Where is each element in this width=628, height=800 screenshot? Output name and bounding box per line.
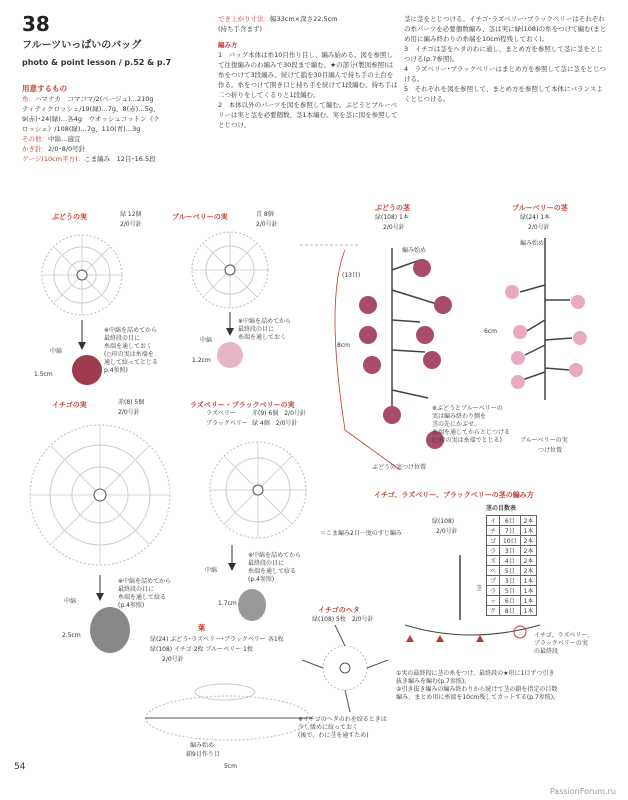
strawberry-note-3: 糸端を通して絞る <box>118 594 167 601</box>
calyx-notes <box>298 716 387 740</box>
stem-table-cell-label: イ <box>487 516 500 526</box>
stem-table-cell-n: 7目 <box>500 526 521 536</box>
stem-table <box>486 515 537 616</box>
blueberry-stem-yarn: 緑(24) 1本 <box>520 214 551 221</box>
raspberry-note-2: 最終段の目に <box>248 560 285 567</box>
grape-notes <box>104 327 158 375</box>
stem-table-cell-label: ッ <box>487 596 500 606</box>
hook-value: 2/0･8/0号針 <box>48 145 86 153</box>
grape-ball <box>72 355 102 385</box>
size-handle: (持ち手含まず) <box>218 25 263 33</box>
strawberry-cotton: 中綿 <box>64 598 77 605</box>
strawberry-hook: 2/0号針 <box>118 409 140 416</box>
stem-table-row <box>487 606 537 616</box>
raspberry-title: ラズベリー・ブラックベリーの実 <box>190 401 295 409</box>
stem-table-cell-n: 10目 <box>500 536 521 546</box>
grape-title: ぶどうの実 <box>52 213 87 221</box>
berry-stem-note-2: 抜き編みを編む(p.7参照)。 <box>396 678 471 685</box>
method-step-5: 5 それぞれを図を参照して、まとめ方を参照して本体にバランスよくとじつける。 <box>404 85 603 103</box>
blueberry-stem-title: ブルーベリーの茎 <box>512 204 568 212</box>
strawberry-chart <box>30 425 170 565</box>
berry-stem-note-1: ①実の最終段に茎の糸をつけ、最終段の★印に1目ずつ引き <box>396 670 555 677</box>
materials-heading: 用意するもの <box>22 84 67 93</box>
leaf-title: 葉 <box>198 624 205 632</box>
strawberry-title: イチゴの実 <box>52 401 87 409</box>
raspberry-cotton: 中綿 <box>205 567 218 574</box>
blueberry-chart <box>192 232 268 308</box>
stem-table-row <box>487 516 537 526</box>
berry-stem-notes <box>396 670 621 702</box>
raspberry-size: 1.7cm <box>218 600 237 607</box>
pattern-title: フルーツいっぱいのバッグ <box>22 40 142 51</box>
stem-table-cell-label: ク <box>487 606 500 616</box>
yarn-line-1: ハマナカ コマコマ/2(ベージュ)…210g <box>35 95 154 103</box>
yarn-label: 糸： <box>22 95 35 103</box>
blueberry-stem-hook: 2/0号針 <box>528 224 550 231</box>
grape-yarn: 緑 12個 <box>120 211 142 218</box>
blueberry-stem-attach-2: つけ位置 <box>538 447 563 454</box>
raspberry-note-1: ※中綿を詰めてから <box>248 552 302 559</box>
stem-table-row <box>487 586 537 596</box>
raspberry-note-3: 糸端を通して絞る <box>248 568 297 575</box>
strawberry-notes <box>118 578 171 610</box>
blueberry-stem-length: 6cm <box>484 328 497 335</box>
raspberry-spec: 赤(9) 6個 2/0号針 <box>252 410 306 417</box>
grape-stem-length: 8cm <box>337 342 350 349</box>
stem-table-cell-label: ラ <box>487 586 500 596</box>
berry-stem-legend: ＝こま編み2目一度のすじ編み <box>320 530 402 537</box>
stem-table-cell-k: 2本 <box>520 516 537 526</box>
grape-stem-note-4: 糸端を通してからとじつける <box>432 429 511 436</box>
grape-cotton: 中綿 <box>50 348 63 355</box>
method-step-2: 2 本体以外のパーツを図を参照して編む。ぶどうとブルーベリーは実と茎を必要個数、茎1本編む。実を茎に図を参照してとじつけ、 <box>218 101 398 129</box>
stem-table-cell-k: 1本 <box>520 586 537 596</box>
grape-hook: 2/0号針 <box>120 221 142 228</box>
stem-table-cell-n: 6目 <box>500 516 521 526</box>
grape-chart <box>42 235 122 315</box>
grape-stem-note-2: 実は編み終わり側を <box>432 413 487 420</box>
raspberry-note-4: (p.4参照) <box>248 576 275 583</box>
blueberry-stem-start: 編み始め <box>520 240 545 247</box>
berry-stem-title: イチゴ、ラズベリー、ブラックベリーの茎の編み方 <box>374 491 534 499</box>
stem-table-cell-k: 1本 <box>520 526 537 536</box>
grape-note-6: p.4参照) <box>104 367 128 374</box>
grape-stem-hook: 2/0号針 <box>383 224 405 231</box>
stem-table-cell-k: 1本 <box>520 606 537 616</box>
grape-stem-note-1: ※ぶどうとブルーベリーの <box>432 405 503 412</box>
stem-table-row <box>487 576 537 586</box>
method-step-4: 4 ラズベリー･ブラックベリーはまとめ方を参照して茎に茎をとじつける。 <box>404 65 607 83</box>
size-label: でき上がり寸法： <box>218 15 270 23</box>
size-value: 幅33cm×深さ22.5cm <box>270 15 338 23</box>
blueberry-stem-attach-1: ブルーベリーの実 <box>520 437 568 444</box>
blueberry-note-1: ※中綿を詰めてから <box>238 318 292 325</box>
stem-table-cell-n: 8目 <box>500 606 521 616</box>
leaf-line-2: 緑(108) イチゴ 2枚 ブルーベリー 1枚 <box>150 646 253 653</box>
page-number: 54 <box>14 762 26 772</box>
grape-note-1: ※中綿を詰めてから <box>104 327 158 334</box>
grape-stem-notes <box>432 405 510 445</box>
blueberry-ball <box>217 342 243 368</box>
calyx-note-1: ※イチゴのヘタのわを絞るときは <box>298 716 387 723</box>
berry-stem-join-2: ブラックベリーの実 <box>534 640 588 647</box>
leaf-diagram <box>145 684 312 740</box>
calyx-diagram <box>302 625 388 712</box>
stem-table-cell-k: 2本 <box>520 556 537 566</box>
stem-table-cell-label: ブ <box>487 576 500 586</box>
leaf-start-1: 編み始め <box>190 742 215 749</box>
yarn-line-4: ロッシェ》/108(緑)…7g、110(青)…3g <box>22 125 141 133</box>
blueberry-note-3: 糸端を通しておく <box>238 334 287 341</box>
blackberry-label: ブラックベリー <box>206 420 248 427</box>
stem-table-cell-label: ラ <box>487 546 500 556</box>
stem-table-cell-n: 6目 <box>500 596 521 606</box>
yarn-line-3: 9(赤)･24(緑)…各4g ウオッシュコットン《ク <box>22 115 160 123</box>
yarn-line-2: ティティクロッシェ/19(緑)…7g、8(赤)…5g、 <box>22 105 160 113</box>
strawberry-size: 2.5cm <box>62 632 81 639</box>
blueberry-stem-diagram <box>505 238 587 400</box>
grape-stem-title: ぶどうの茎 <box>375 204 410 212</box>
grape-stem-note-3: 茎の先にかぶせ、 <box>432 421 480 428</box>
calyx-yarn: 緑(108) 5枚 2/0号針 <box>312 616 374 623</box>
gauge-label: ゲージ(10cm平方)： <box>22 155 85 163</box>
stem-table-row <box>487 556 537 566</box>
stem-table-cell-label: ゴ <box>487 536 500 546</box>
raspberry-label: ラズベリー <box>206 410 236 417</box>
method-heading: 編み方 <box>218 41 238 49</box>
blueberry-notes <box>238 318 291 342</box>
grape-note-4: (○印の実は糸端を <box>104 351 154 358</box>
lesson-reference: photo & point lesson / p.52 & p.7 <box>22 58 172 67</box>
grape-size: 1.5cm <box>34 371 53 378</box>
stem-table-cell-n: 3目 <box>500 546 521 556</box>
method-step-1: 1 バッグ本体は糸10目作り目し、編み始める。図を参照して往復編みのわ編みで30段まで編む。★の部分(製図参照)は糸をつけて3段編み、続けて鎖を30目編んで持ち手の土台を作る。糸をつけて開き口と持ち手を続けて1段編む。持ち手は二つ折りをしてくるりと1段編む。 <box>218 51 398 99</box>
strawberry-yarn: 赤(8) 5個 <box>118 399 145 406</box>
leaf-line-1: 緑(24) ぶどう･ラズベリー･ブラックベリー 各1枚 <box>150 636 284 643</box>
berry-stem-note-4: 編み、まとめ用に糸端を10cm残してカットする(p.7参照)。 <box>396 694 560 701</box>
method-step-3: 3 イチゴは茎をヘタのわに通し、まとめ方を参照して茎に茎をとじつける(p.7参照)。 <box>404 45 603 63</box>
blueberry-hook: 2/0号針 <box>256 221 278 228</box>
raspberry-notes <box>248 552 301 584</box>
stem-table-cell-k: 1本 <box>520 596 537 606</box>
grape-stem-note-5: (○印の実は糸端でとじる) <box>432 437 502 444</box>
stem-table-title: 茎の目数表 <box>486 505 517 512</box>
method-step-2-cont: 茎に茎をとじつける。イチゴ･ラズベリー･ブラックベリーはそれぞれの糸パーツを必要個数編み、茎は実に緑(108)の糸をつけて編む(まとめ用に編み終わりの糸端を10cm程残しておく)。 <box>404 15 607 43</box>
leaf-hook: 2/0号針 <box>162 656 184 663</box>
other-value: 中綿…適宜 <box>48 135 81 143</box>
stem-table-cell-n: 3目 <box>500 576 521 586</box>
stem-table-cell-k: 2本 <box>520 536 537 546</box>
grape-stem-start: 編み始め <box>402 247 427 254</box>
raspberry-chart <box>210 442 306 538</box>
strawberry-note-4: (p.4参照) <box>118 602 145 609</box>
stem-table-row <box>487 546 537 556</box>
berry-stem-join-1: イチゴ、ラズベリー、 <box>534 632 594 639</box>
berry-stem-note-3: ②引き抜き編みの編み終わりから続けて茎の鎖を指定の目数 <box>396 686 558 693</box>
stem-table-cell-label: ベ <box>487 566 500 576</box>
stem-table-cell-n: 4目 <box>500 556 521 566</box>
hook-label: かぎ針： <box>22 145 48 153</box>
grape-stem-count: (13目) <box>342 272 361 279</box>
stem-table-cell-label: ズ <box>487 556 500 566</box>
leaf-length: 5cm <box>224 763 237 770</box>
grape-stem-attach: ぶどうの実つけ位置 <box>372 464 427 471</box>
berry-stem-join-3: の最終段 <box>534 648 559 655</box>
stem-table-cell-k: 2本 <box>520 566 537 576</box>
berry-stem-join <box>534 632 593 656</box>
stem-count-table <box>486 505 537 616</box>
calyx-title: イチゴのヘタ <box>318 606 360 614</box>
grape-note-2: 最終段の目に <box>104 335 141 342</box>
stem-table-row <box>487 526 537 536</box>
watermark: PassionForum.ru <box>549 787 616 796</box>
grape-stem-yarn: 緑(108) 1本 <box>375 214 409 221</box>
stem-table-cell-k: 1本 <box>520 576 537 586</box>
blueberry-cotton: 中綿 <box>200 337 213 344</box>
berry-stem-label: 茎 <box>476 585 483 592</box>
strawberry-note-1: ※中綿を詰めてから <box>118 578 172 585</box>
other-label: その他： <box>22 135 48 143</box>
stem-table-cell-n: 5目 <box>500 566 521 576</box>
stem-table-row <box>487 536 537 546</box>
grape-note-5: 通して絞ってとじる <box>104 359 159 366</box>
berry-stem-hook: 2/0号針 <box>436 528 458 535</box>
stem-table-row <box>487 596 537 606</box>
pattern-number: 38 <box>22 12 50 36</box>
stem-table-cell-k: 2本 <box>520 546 537 556</box>
strawberry-ball <box>90 607 130 653</box>
calyx-note-2: 少し緩めに絞っておく <box>298 724 359 731</box>
leaf-start-2: 鎖9目作り目 <box>186 751 220 758</box>
blueberry-title: ブルーベリーの実 <box>172 213 228 221</box>
stem-table-row <box>487 566 537 576</box>
gauge-value: こま編み 12目･16.5段 <box>84 155 156 163</box>
blueberry-yarn: 青 8個 <box>256 211 274 218</box>
blackberry-spec: 緑 4個 2/0号針 <box>252 420 298 427</box>
stem-table-cell-n: 5目 <box>500 586 521 596</box>
stem-table-cell-label: チ <box>487 526 500 536</box>
grape-note-3: 糸端を通しておく <box>104 343 153 350</box>
calyx-note-3: (後で、わに茎を通すため) <box>298 732 369 739</box>
strawberry-note-2: 最終段の目に <box>118 586 155 593</box>
berry-stem-yarn: 緑(108) <box>432 518 455 525</box>
raspberry-ball <box>238 589 266 621</box>
blueberry-note-2: 最終段の目に <box>238 326 275 333</box>
blueberry-size: 1.2cm <box>192 357 211 364</box>
